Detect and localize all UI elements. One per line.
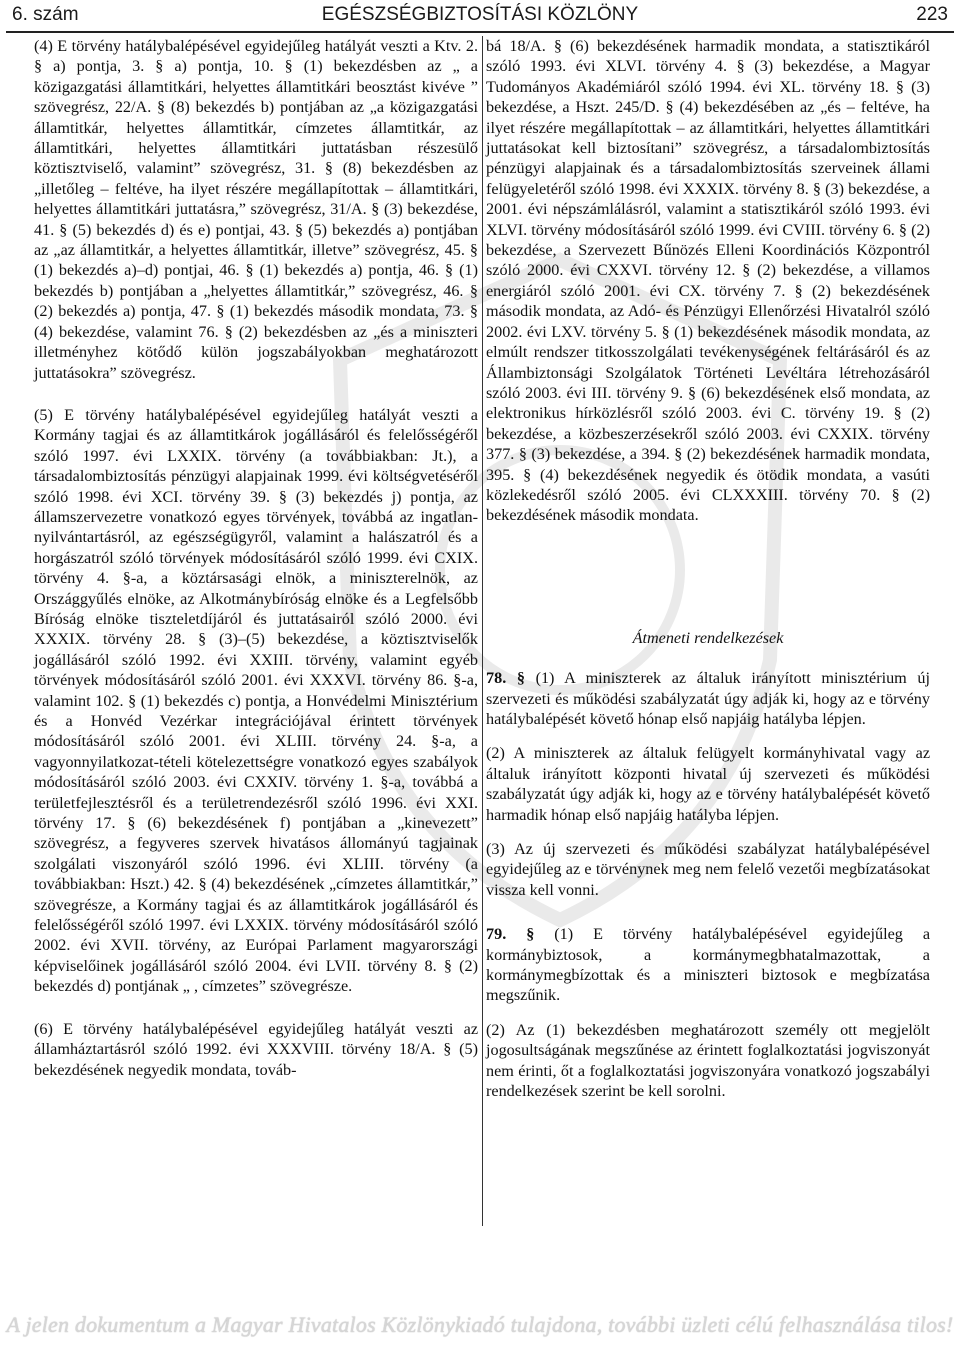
paragraph-5: (5) E törvény hatálybalépésével egyidejűleg hatályát veszti a Kormány tagjai és az államtitkárok jogállásáról és felelősségéről szóló 1997. évi LXXIX. törvény (a továbbiakban: Jt.), a társadalombiztosítás pénzügyi alapjainak 1999. évi költségvetéséről szóló 1998. évi XCI. törvény 39. § (3) bekezdés j) pontja, az államszervezetre vonatkozó egyes törvények, továbbá az ingatlan-nyilvántartásról, az egészségügyről, valamint a halászatról és a horgászatról szóló törvények módosításáról szóló 1999. évi CXIX. törvény 4. §-a, a köztársasági elnök, a miniszterelnök, az Országgyűlés elnöke, az Alkotmánybíróság elnöke és a Legfelsőbb Bíróság elnöke tiszteletdíjáról és juttatásairól szóló 2000. évi XXXIX. törvény 28. § (3)–(5) bekezdése, a köztisztviselők jogállásáról szóló 1992. évi XXIII. törvény, valamint egyéb törvények módosításáról szóló 2001. évi XXXVI. törvény 86. §-a, valamint 102. § (1) bekezdés c) pontja, a Honvédelmi Minisztérium és a Honvéd Vezérkar integrációjával érintett törvények módosításáról szóló 2001. évi XLIII. törvény 24. §-a, a vagyonnyilatkozat-tételi kötelezettségre vonatkozó egyes szabályok módosításáról szóló 2003. évi CXXIV. törvény 1. §-a, továbbá a területfejlesztésről és a területrendezésről szóló 1996. évi XXI. törvény 17. § (6) bekezdésének f) pontjában a „kinevezett” szövegrész, a fegyveres szervek hivatásos állományú tagjainak szolgálati viszonyáról szóló 1996. évi XLIII. törvény (a továbbiakban: Hszt.) 42. § (4) bekezdésének „címzetes államtitkár,” szövegrésze, a Kormány tagjai és az államtitkárok jogállásáról és felelősségéről szóló 1997. évi LXXIX. törvény módosításáról szóló 2002. évi XVII. törvény, az Európai Parlament magyarországi képviselőinek jogállásáról szóló 2004. évi LVII. törvény 8. § (2) bekezdés d) pontjának „ , címzetes” szövegrésze.: [34, 405, 478, 996]
paragraph-6: (6) E törvény hatálybalépésével egyidejűleg hatályát veszti az államháztartásról szóló 1992. évi XXXVIII. törvény 18/A. § (5) bekezdésének negyedik mondata, továb-: [34, 1019, 478, 1079]
paragraph-4: (4) E törvény hatálybalépésével egyidejűleg hatályát veszti a Ktv. 2. § a) pontja, 3. § a) pontja, 10. § (1) bekezdésben az „ a közigazgatási államtitkári, helyettes államtitkári beosztást kivéve ” szövegrész, 22/A. § (8) bekezdés b) pontjában az „a közigazgatási államtitkár, helyettes államtitkár, címzetes államtitkár, az államtitkári, helyettes államtitkári juttatásban részesülő köztisztviselő, valamint” szövegrész, 31. § (8) bekezdésben az „illetőleg – feltéve, ha ilyet részére megállapítottak – államtitkári, helyettes államtitkári juttatásra,” szövegrész, 31/A. § (3) bekezdése, 41. § (5) bekezdés d) és e) pontjai, 43. § (5) bekezdés a) pontjában az „az államtitkár, a helyettes államtitkár, illetve” szövegrész, 45. § (1) bekezdés a)–d) pontjai, 46. § (1) bekezdés a) pontja, 46. § (1) bekezdés b) pontjában a „helyettes államtitkár,” szövegrész, 46. § (2) bekezdés a) pontja, 47. § (1) bekezdés második mondata, 73. § (4) bekezdése, valamint 76. § (2) bekezdésben az „és a miniszteri illetményhez kötődő külön jogszabályokban meghatározott juttatásokra” szövegrész.: [34, 37, 478, 382]
footer-watermark: A jelen dokumentum a Magyar Hivatalos Közlönykiadó tulajdona, további üzleti célú felhasználása tilos!: [6, 1312, 954, 1337]
section-subtitle: Átmeneti rendelkezések: [632, 628, 784, 647]
page-number: 223: [916, 4, 948, 25]
section-78-text-1: (1) A miniszterek az általuk irányított minisztérium új szervezeti és működési szabályzatát úgy adják ki, hogy az e törvény hatálybalépését követő hónap első napjáig hatályba lépjen.: [486, 669, 930, 728]
paragraph-continued: bá 18/A. § (6) bekezdésének harmadik mondata, a statisztikáról szóló 1993. évi XLVI. törvény 4. § (3) bekezdése, a Magyar Tudományos Akadémiáról szóló 1994. évi XL. törvény 18. § (3) bekezdése, a Hszt. 245/D. § (4) bekezdésében az „és – feltéve, ha ilyet részére megállapítottak – az államtitkári, helyettes államtitkári juttatásokat kell biztosítani” szövegrész, a társadalombiztosítás pénzügyi alapjainak és a társadalombiztosítás szerveinek állami felügyeletéről szóló 1998. évi XXXIX. törvény 8. § (3) bekezdése, a 2001. évi népszámlálásról, valamint a statisztikáról szóló 1993. évi XLVI. törvény módosításáról szóló 1999. évi CVIII. törvény 6. § (2) bekezdése, a Szervezett Bűnözés Elleni Koordinációs Központról szóló 2000. évi CXXVI. törvény 12. § (2) bekezdése, a villamos energiáról szóló 2001. évi CX. törvény 7. § (2) bekezdésének második mondata, az Adó- és Pénzügyi Ellenőrzési Hivatalról szóló 2002. évi LXV. törvény 5. § (1) bekezdésének második mondata, az elmúlt rendszer titkosszolgálati tevékenységének feltárásáról és az Állambiztonsági Szolgálatok Történeti Levéltára létrehozásáról szóló 2003. évi III. törvény 9. § (6) bekezdésének első mondata, az elektronikus hírközlésről szóló 2003. évi C. törvény 19. § (2) bekezdése, a közbeszerzésekről szóló 2003. évi CXXIX. törvény 377. § (3) bekezdése, a 394. § (2) bekezdésének harmadik mondata, 395. § (4) bekezdésének negyedik és ötödik mondata, a vasúti közlekedésről szóló 2005. évi CLXXXIII. törvény 70. § (2) bekezdésének második mondata.: [486, 37, 930, 525]
section-78-number: 78. §: [486, 669, 525, 688]
header-rule: [6, 31, 954, 33]
section-79-text-1: (1) E törvény hatálybalépésével egyidejűleg a kormánybiztosok, a kormánymegbhatalmazottak, a kormánymegbízottak és a miniszteri biztosok e megbízatása megszűnik.: [486, 925, 931, 1005]
section-78-paragraph-2: (2) A miniszterek az általuk felügyelt kormányhivatal vagy az általuk irányított központi hivatal új szervezeti és működési szabályzatát úgy adják ki, hogy az e törvény hatálybalépését követő harmadik hónap első napjáig hatályba lépjen.: [486, 744, 930, 824]
page-header: [12, 0, 948, 30]
section-78-paragraph-3: (3) Az új szervezeti és működési szabályzat hatálybalépésével egyidejűleg az e törvénynek meg nem felelő vezetői megbízatásokat vissza kell vonni.: [486, 840, 930, 899]
right-column: [486, 36, 930, 1101]
section-79-number: 79. §: [486, 925, 535, 944]
issue-number: 6. szám: [12, 4, 79, 25]
journal-title: EGÉSZSÉGBIZTOSÍTÁSI KÖZLÖNY: [321, 4, 639, 25]
section-79-paragraph-1: [486, 924, 930, 1006]
section-78-paragraph-1: [486, 668, 930, 729]
section-79-paragraph-2: (2) Az (1) bekezdésben meghatározott személy ott megjelölt jogosultságának megszűnése az érintett foglalkoztatási jogviszonyát nem érinti, őt a foglalkoztatási jogviszonyára vonatkozó jogszabályi rendelkezések szerint be kell sorolni.: [486, 1020, 930, 1101]
left-column: [34, 36, 478, 1080]
column-divider: [482, 36, 483, 1226]
